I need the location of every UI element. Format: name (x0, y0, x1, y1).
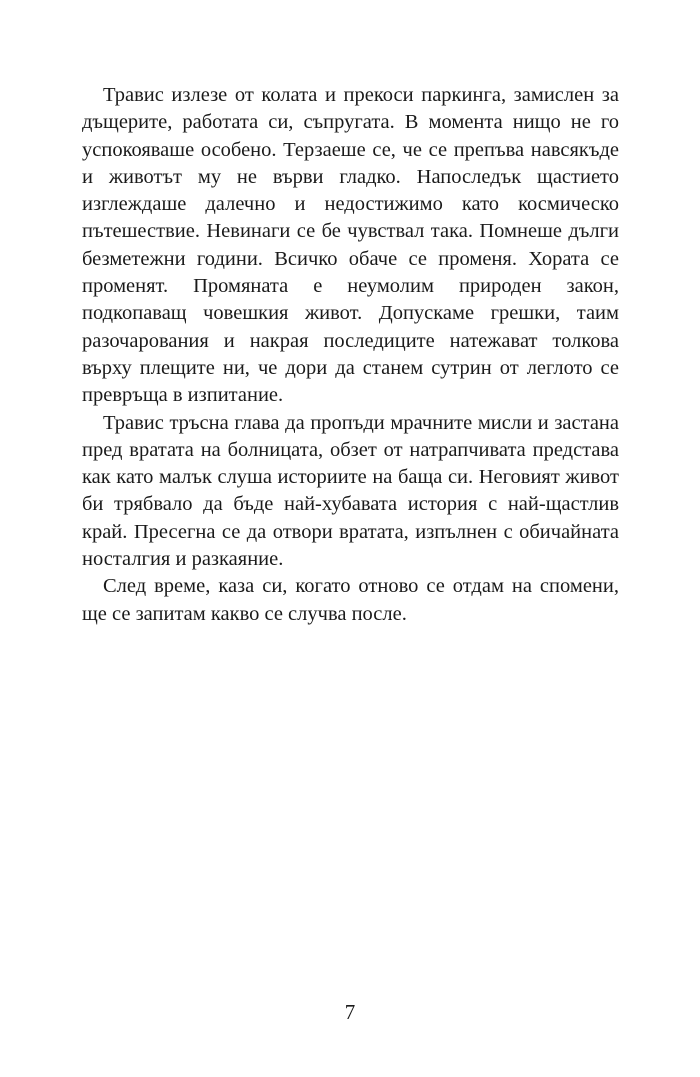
paragraph-2: Травис тръсна глава да пропъди мрачните мисли и застана пред вратата на болницата, обзет от натрапчивата представа как като малък слуша историите на баща си. Неговият живот би трябвало да бъде най-хубавата история с най-щастлив край. Пресегна се да отвори вратата, изпълнен с обичайната носталгия и разкаяние. (82, 411, 619, 571)
paragraph-1: Травис излезе от колата и прекоси паркинга, замислен за дъщерите, работата си, съпругата. В момента нищо не го успокояваше особено. Терзаеше се, че се препъва навсякъде и животът му не върви гладко. Напоследък щастието изглеждаше далечно и недостижимо като космическо пътешествие. Невинаги се бе чувствал така. Помнеше дълги безметежни години. Всичко обаче се променя. Хората се променят. Промяната е неумолим природен закон, подкопаващ човешкия живот. Допускаме грешки, таим разочарования и накрая последиците натежават толкова върху плещите ни, че дори да станем сутрин от леглото се превръща в изпитание. (82, 84, 619, 407)
body-text (82, 82, 619, 628)
page-number: 7 (344, 1000, 356, 1024)
paragraph-3: След време, каза си, когато отново се отдам на спомени, ще се запитам какво се случва после. (82, 575, 619, 625)
